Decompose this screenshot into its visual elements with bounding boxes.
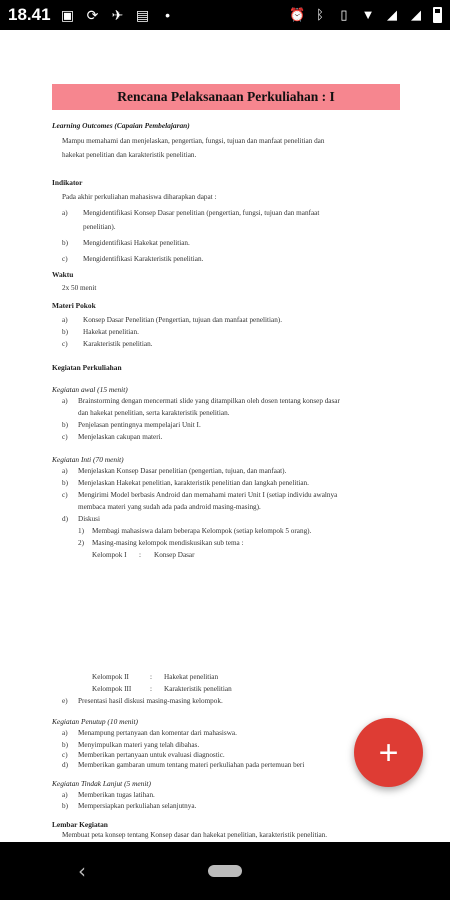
list-item bbox=[62, 420, 201, 432]
list-item bbox=[62, 396, 340, 408]
list-text: Menjelaskan Konsep Dasar penelitian (pengertian, tujuan, dan manfaat). bbox=[78, 467, 287, 475]
back-chevron-icon[interactable]: ‹ bbox=[78, 859, 86, 883]
list-item bbox=[62, 801, 196, 813]
list-item bbox=[78, 538, 244, 550]
list-item bbox=[62, 760, 304, 772]
list-text: Hakekat penelitian. bbox=[83, 328, 139, 336]
list-text: Konsep Dasar Penelitian (Pengertian, tujuan dan manfaat penelitian). bbox=[83, 316, 282, 324]
list-item-continuation: membaca materi yang sudah ada pada android masing-masing). bbox=[78, 503, 261, 511]
penutup-heading: Kegiatan Penutup (10 menit) bbox=[52, 717, 139, 726]
list-marker: b) bbox=[62, 741, 68, 749]
list-item bbox=[62, 208, 319, 220]
kelompok-row bbox=[92, 550, 195, 562]
list-item bbox=[62, 790, 155, 802]
list-marker: a) bbox=[62, 729, 68, 737]
kelompok-topic: Konsep Dasar bbox=[154, 551, 195, 559]
kelompok-name: Kelompok II bbox=[92, 673, 129, 681]
kelompok-name: Kelompok I bbox=[92, 551, 127, 559]
list-text: Brainstorming dengan mencermati slide yang ditampilkan oleh dosen tentang konsep dasar bbox=[78, 397, 340, 405]
list-item bbox=[78, 526, 311, 538]
kelompok-row bbox=[92, 672, 219, 684]
list-marker: c) bbox=[62, 491, 68, 499]
list-marker: b) bbox=[62, 802, 68, 810]
bluetooth-icon: ᛒ bbox=[316, 7, 324, 22]
kelompok-name: Kelompok III bbox=[92, 685, 132, 693]
list-text: Mempersiapkan perkuliahan selanjutnya. bbox=[78, 802, 197, 810]
list-text: Mengirimi Model berbasis Android dan memahami materi Unit I (setiap individu awalnya bbox=[78, 491, 338, 499]
list-marker: d) bbox=[62, 761, 68, 769]
wifi-icon: ▼ bbox=[361, 7, 375, 22]
add-fab-button[interactable] bbox=[354, 718, 423, 787]
list-text: Mengidentifikasi Karakteristik penelitian. bbox=[83, 255, 204, 263]
navigation-bar bbox=[0, 842, 450, 900]
document-title: Rencana Pelaksanaan Perkuliahan : I bbox=[52, 84, 400, 110]
list-item bbox=[62, 478, 309, 490]
tindak-heading: Kegiatan Tindak Lanjut (5 menit) bbox=[52, 779, 151, 788]
lo-heading: Learning Outcomes (Capaian Pembelajaran) bbox=[52, 121, 190, 130]
lembar-heading: Lembar Kegiatan bbox=[52, 820, 108, 829]
list-text: Menampung pertanyaan dan komentar dari mahasiswa. bbox=[78, 729, 237, 737]
list-marker: a) bbox=[62, 209, 68, 217]
list-item bbox=[62, 327, 139, 339]
list-marker: d) bbox=[62, 515, 68, 523]
list-text: Membagi mahasiswa dalam beberapa Kelompok (setiap kelompok 5 orang). bbox=[92, 527, 312, 535]
list-marker: b) bbox=[62, 421, 68, 429]
image-icon: ▣ bbox=[60, 7, 75, 23]
indikator-intro: Pada akhir perkuliahan mahasiswa diharapkan dapat : bbox=[62, 193, 217, 201]
dot-icon: • bbox=[165, 7, 170, 23]
list-marker: c) bbox=[62, 340, 68, 348]
list-marker: 1) bbox=[78, 527, 84, 535]
list-item-continuation: dan hakekat penelitian, serta karakteristik penelitian. bbox=[78, 409, 230, 417]
status-time: 18.41 bbox=[8, 5, 51, 24]
waktu-text: 2x 50 menit bbox=[62, 284, 97, 292]
list-marker: a) bbox=[62, 467, 68, 475]
list-text: Memberikan gambaran umum tentang materi perkuliahan pada pertemuan beri bbox=[78, 761, 305, 769]
list-marker: b) bbox=[62, 328, 68, 336]
kelompok-sep: : bbox=[150, 673, 152, 681]
list-marker: b) bbox=[62, 479, 68, 487]
vibrate-icon: ▯ bbox=[340, 7, 348, 22]
rocket-app-icon: ✈ bbox=[111, 7, 124, 23]
indikator-heading: Indikator bbox=[52, 178, 83, 187]
list-marker: a) bbox=[62, 316, 68, 324]
list-text: Memberikan pertanyaan untuk evaluasi diagnostic. bbox=[78, 751, 225, 759]
awal-heading: Kegiatan awal (15 menit) bbox=[52, 385, 128, 394]
list-text: Menjelaskan cakupan materi. bbox=[78, 433, 163, 441]
list-text: Penjelasan pentingnya mempelajari Unit I. bbox=[78, 421, 201, 429]
list-marker: c) bbox=[62, 751, 68, 759]
plus-icon: + bbox=[378, 733, 399, 772]
home-pill-icon[interactable] bbox=[208, 865, 242, 877]
lo-text-2: hakekat penelitian dan karakteristik penelitian. bbox=[62, 151, 197, 159]
signal-icon: ◢ bbox=[411, 7, 421, 22]
list-item bbox=[62, 466, 286, 478]
materi-heading: Materi Pokok bbox=[52, 301, 96, 310]
list-marker: b) bbox=[62, 239, 68, 247]
list-text: Mengidentifikasi Konsep Dasar penelitian (pengertian, fungsi, tujuan dan manfaat bbox=[83, 209, 320, 217]
alarm-icon: ⏰ bbox=[289, 7, 306, 22]
kelompok-sep: : bbox=[150, 685, 152, 693]
list-item bbox=[62, 514, 100, 526]
list-marker: a) bbox=[62, 791, 68, 799]
kelompok-sep: : bbox=[139, 551, 141, 559]
list-item bbox=[62, 339, 152, 351]
kegiatan-heading: Kegiatan Perkuliahan bbox=[52, 363, 122, 372]
list-marker: c) bbox=[62, 433, 68, 441]
list-item bbox=[62, 728, 237, 740]
list-text: Diskusi bbox=[78, 515, 100, 523]
battery-icon bbox=[433, 7, 442, 23]
list-item bbox=[62, 490, 337, 502]
list-item bbox=[62, 432, 162, 444]
list-item bbox=[62, 254, 203, 266]
list-text: Masing-masing kelompok mendiskusikan sub tema : bbox=[92, 539, 244, 547]
lembar-text: Membuat peta konsep tentang Konsep dasar dan hakekat penelitian, karakteristik penelitian. bbox=[62, 831, 328, 839]
status-bar bbox=[0, 0, 450, 30]
list-marker: a) bbox=[62, 397, 68, 405]
list-marker: e) bbox=[62, 697, 68, 705]
status-right-icons bbox=[289, 7, 442, 23]
sync-icon: ⟳ bbox=[86, 7, 99, 23]
kelompok-topic: Karakteristik penelitian bbox=[164, 685, 232, 693]
shopping-bag-icon: ▤ bbox=[135, 7, 150, 23]
lo-text-1: Mampu memahami dan menjelaskan, pengertian, fungsi, tujuan dan manfaat penelitian dan bbox=[62, 137, 325, 145]
list-item-continuation: penelitian). bbox=[83, 223, 116, 231]
list-item bbox=[62, 315, 282, 327]
signal-icon: ◢ bbox=[387, 7, 397, 22]
list-text: Karakteristik penelitian. bbox=[83, 340, 153, 348]
list-item bbox=[62, 238, 190, 250]
list-text: Presentasi hasil diskusi masing-masing kelompok. bbox=[78, 697, 223, 705]
list-marker: 2) bbox=[78, 539, 84, 547]
list-item bbox=[62, 696, 223, 708]
waktu-heading: Waktu bbox=[52, 270, 74, 279]
list-text: Menjelaskan Hakekat penelitian, karakteristik penelitian dan langkah penelitian. bbox=[78, 479, 309, 487]
list-marker: c) bbox=[62, 255, 68, 263]
list-text: Menyimpulkan materi yang telah dibahas. bbox=[78, 741, 200, 749]
list-text: Memberikan tugas latihan. bbox=[78, 791, 155, 799]
kelompok-topic: Hakekat penelitian bbox=[164, 673, 219, 681]
kelompok-row bbox=[92, 684, 232, 696]
status-left-icons bbox=[61, 8, 175, 22]
list-text: Mengidentifikasi Hakekat penelitian. bbox=[83, 239, 190, 247]
inti-heading: Kegiatan Inti (70 menit) bbox=[52, 455, 124, 464]
